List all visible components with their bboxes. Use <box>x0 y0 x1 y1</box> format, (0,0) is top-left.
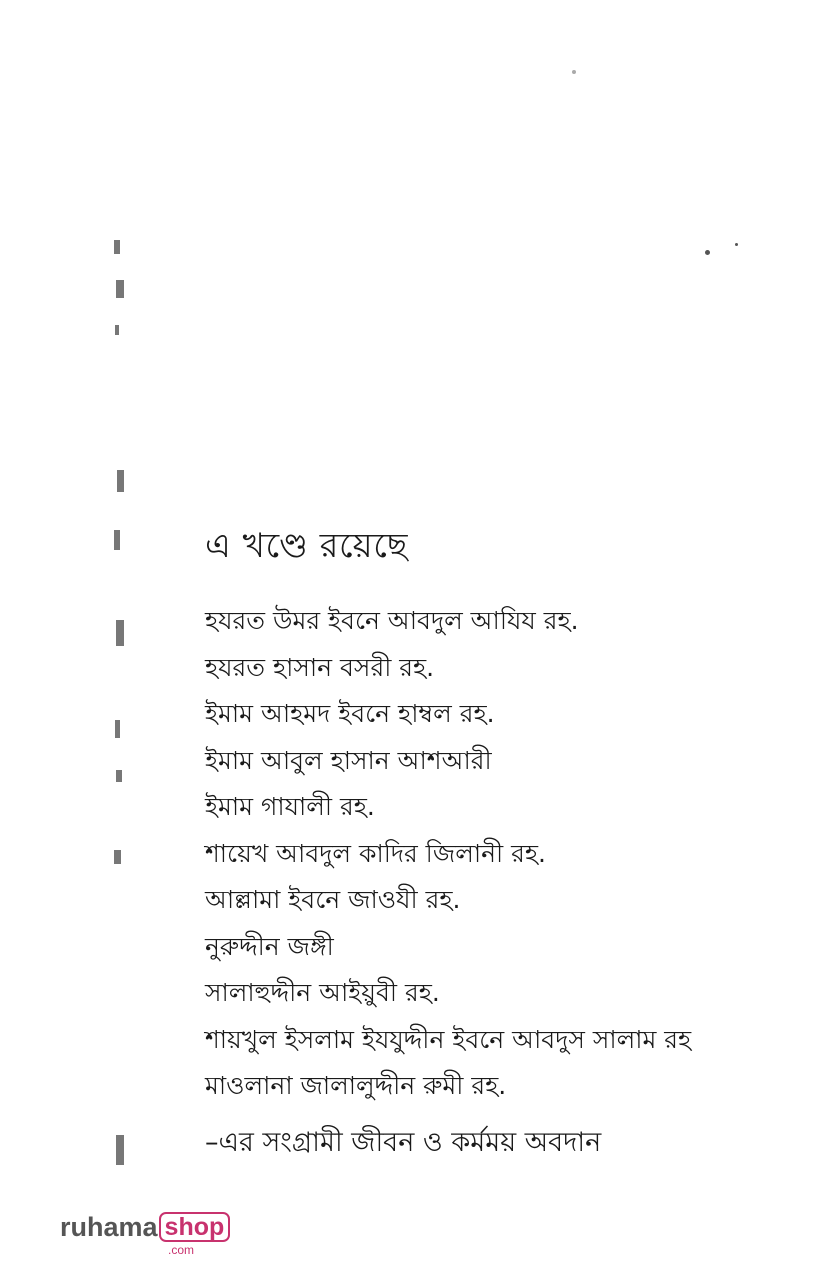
logo-tld: .com <box>168 1243 195 1257</box>
watermark-logo <box>60 1212 230 1257</box>
contents-list <box>205 598 691 1110</box>
logo-brand: ruhama <box>60 1212 158 1242</box>
scan-edge-marks <box>112 230 126 1210</box>
list-item: ইমাম আবুল হাসান আশআরী <box>205 745 492 775</box>
list-item: আল্লামা ইবনে জাওযী রহ. <box>205 885 461 914</box>
list-item: মাওলানা জালালুদ্দীন রুমী রহ. <box>205 1071 507 1100</box>
section-heading: এ খণ্ডে রয়েছে <box>205 526 408 566</box>
scan-speck <box>735 243 738 246</box>
list-item: সালাহুদ্দীন আইয়ুবী রহ. <box>205 978 440 1007</box>
list-item: হযরত উমর ইবনে আবদুল আযিয রহ. <box>205 606 579 635</box>
list-item: ইমাম গাযালী রহ. <box>205 792 375 821</box>
scan-speck <box>705 250 710 255</box>
list-item: ইমাম আহমদ ইবনে হাম্বল রহ. <box>205 699 495 728</box>
scan-speck <box>572 70 576 74</box>
list-item: নুরুদ্দীন জঙ্গী <box>205 931 334 961</box>
list-item: শায়েখ আবদুল কাদির জিলানী রহ. <box>205 838 546 868</box>
list-item: হযরত হাসান বসরী রহ. <box>205 652 435 682</box>
list-item: শায়খুল ইসলাম ইযযুদ্দীন ইবনে আবদুস সালাম রহ <box>205 1024 692 1054</box>
closing-line: –এর সংগ্রামী জীবন ও কর্মময় অবদান <box>205 1127 602 1158</box>
logo-shop-badge: shop <box>159 1212 231 1242</box>
